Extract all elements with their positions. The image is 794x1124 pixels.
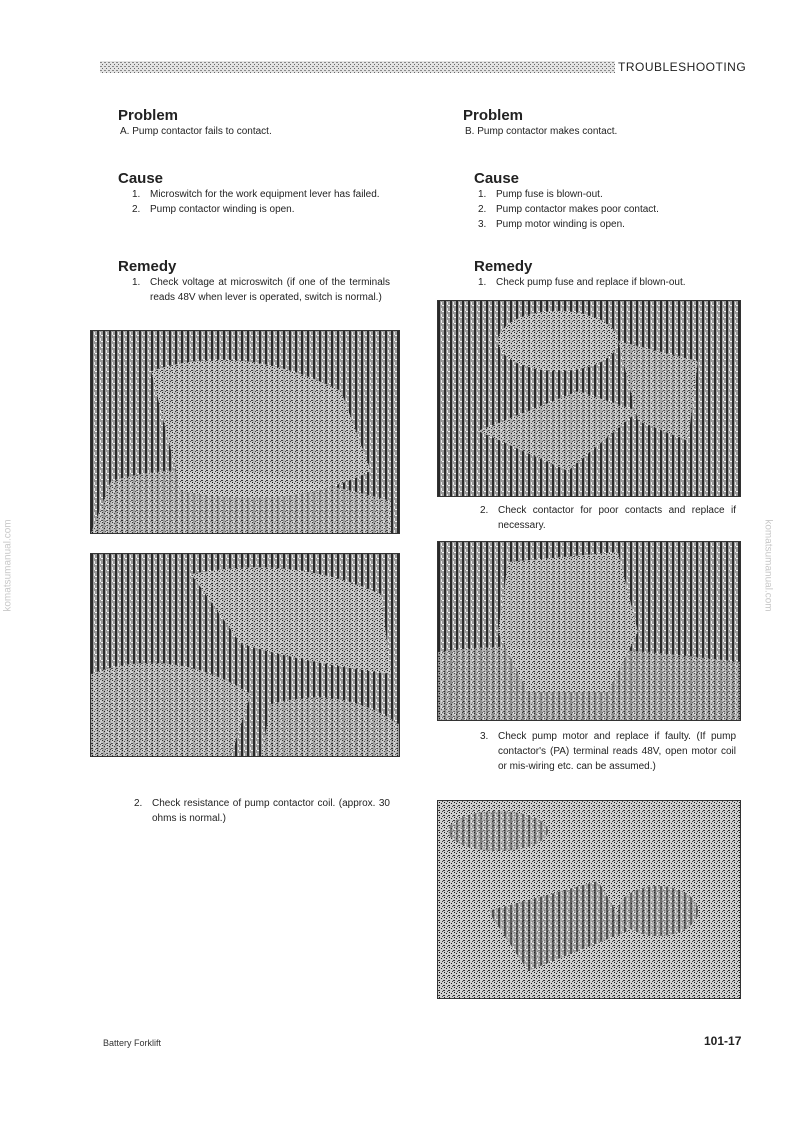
cause-heading: Cause (118, 170, 164, 187)
remedy-item-text: Check pump motor and replace if faulty. (If pump contactor's (PA) terminal reads 48V, open motor coil or mis-wiring etc. can be assumed.) (498, 731, 736, 772)
remedy-item (132, 275, 390, 305)
cause-item (478, 187, 744, 202)
contactor-coil-photo (90, 553, 400, 757)
contactor-photo (437, 541, 741, 721)
left-watermark: komatsumanual.com (2, 519, 14, 612)
remedy-item (480, 729, 736, 774)
cause-item (132, 187, 390, 202)
cause-item-text: Microswitch for the work equipment lever has failed. (150, 189, 380, 200)
remedy-item-text: Check resistance of pump contactor coil. (approx. 30 ohms is normal.) (152, 798, 390, 824)
remedy-item (134, 796, 390, 826)
remedy-item-number: 3. (480, 731, 489, 742)
cause-heading: Cause (474, 170, 520, 187)
problem-text: A. Pump contactor fails to contact. (120, 126, 272, 137)
cause-item-text: Pump contactor winding is open. (150, 204, 295, 215)
right-watermark: komatsumanual.com (762, 519, 774, 612)
cause-item-number: 3. (478, 219, 487, 230)
right-problem-block (463, 107, 743, 139)
problem-heading: Problem (463, 107, 524, 124)
header-rule (100, 60, 615, 72)
left-problem-block (118, 107, 398, 139)
remedy-item-number: 2. (134, 798, 143, 809)
cause-item (478, 217, 744, 232)
page-number: 101-17 (704, 1034, 742, 1048)
footer-doc-title: Battery Forklift (103, 1038, 162, 1048)
left-cause-block (118, 170, 390, 217)
remedy-heading: Remedy (474, 258, 533, 275)
cause-item-number: 2. (478, 204, 487, 215)
problem-heading: Problem (118, 107, 179, 124)
right-remedy-block (474, 258, 744, 290)
remedy-heading: Remedy (118, 258, 177, 275)
remedy-item-number: 1. (132, 277, 141, 288)
remedy-item-text: Check pump fuse and replace if blown-out. (496, 277, 686, 288)
pump-fuse-photo (437, 300, 741, 497)
left-remedy-2-block (134, 796, 390, 826)
right-remedy-3-block (480, 729, 736, 774)
remedy-item-number: 1. (478, 277, 487, 288)
cause-item (132, 202, 390, 217)
right-remedy-2-block (480, 503, 736, 533)
cause-item-number: 2. (132, 204, 141, 215)
remedy-item (480, 503, 736, 533)
cause-item-text: Pump motor winding is open. (496, 219, 625, 230)
remedy-item-text: Check voltage at microswitch (if one of the terminals reads 48V when lever is operated, switch is normal.) (150, 277, 390, 303)
remedy-item-text: Check contactor for poor contacts and replace if necessary. (498, 505, 736, 531)
cause-item-text: Pump contactor makes poor contact. (496, 204, 659, 215)
remedy-item-number: 2. (480, 505, 489, 516)
cause-item-text: Pump fuse is blown-out. (496, 189, 603, 200)
pump-motor-photo (437, 800, 741, 999)
left-remedy-block (118, 258, 390, 305)
remedy-item (478, 275, 744, 290)
microswitch-photo (90, 330, 400, 534)
cause-item-number: 1. (478, 189, 487, 200)
cause-item (478, 202, 744, 217)
section-title: TROUBLESHOOTING (618, 60, 747, 74)
right-cause-block (474, 170, 744, 232)
problem-text: B. Pump contactor makes contact. (465, 126, 618, 137)
cause-item-number: 1. (132, 189, 141, 200)
